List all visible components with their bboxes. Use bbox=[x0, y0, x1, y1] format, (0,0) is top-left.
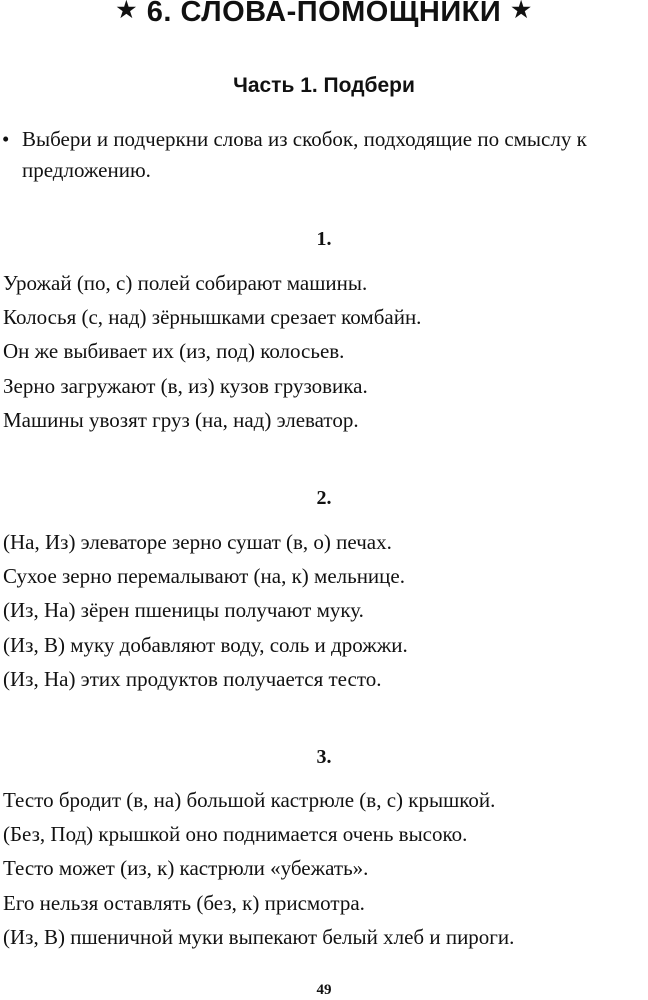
sentence-line: Урожай (по, с) полей собирают машины. bbox=[3, 271, 368, 295]
exercise-lines bbox=[3, 783, 643, 954]
sentence-line: Машины увозят груз (на, над) элеватор. bbox=[3, 407, 359, 432]
exercise-number: 3. bbox=[316, 746, 332, 768]
exercise-lines bbox=[3, 525, 643, 696]
instruction-text: Выбери и подчеркни слова из скобок, подходящие по смыслу к предложению. bbox=[22, 127, 587, 182]
sentence-line: (Без, Под) крышкой оно поднимается очень высоко. bbox=[3, 822, 468, 847]
chapter-header bbox=[0, 0, 648, 29]
instruction bbox=[2, 124, 642, 186]
star-icon: ★ bbox=[511, 0, 532, 22]
sentence-line: (Из, На) этих продуктов получается тесто. bbox=[3, 666, 382, 691]
part-title: Часть 1. Подбери bbox=[233, 74, 415, 97]
sentence-line: Зерно загружают (в, из) кузов грузовика. bbox=[3, 373, 368, 398]
sentence-line: Тесто может (из, к) кастрюли «убежать». bbox=[3, 856, 369, 881]
page-number: 49 bbox=[316, 982, 332, 998]
sentence-line: Его нельзя оставлять (без, к) присмотра. bbox=[3, 890, 365, 915]
sentence-line: (Из, В) пшеничной муки выпекают белый хлеб и пироги. bbox=[3, 924, 515, 949]
chapter-title: 6. СЛОВА-ПОМОЩНИКИ bbox=[146, 0, 502, 28]
bullet-icon: • bbox=[2, 127, 10, 151]
sentence-line: Сухое зерно перемалывают (на, к) мельнице. bbox=[3, 564, 405, 589]
sentence-line: Он же выбивает их (из, под) колосьев. bbox=[3, 339, 345, 364]
exercise-number: 1. bbox=[316, 228, 332, 250]
sentence-line: Тесто бродит (в, на) большой кастрюле (в, с) крышкой. bbox=[3, 788, 496, 812]
sentence-line: (Из, В) муку добавляют воду, соль и дрожжи. bbox=[3, 632, 408, 657]
sentence-line: Колосья (с, над) зёрнышками срезает комбайн. bbox=[3, 305, 422, 330]
star-icon: ★ bbox=[116, 0, 137, 22]
exercise-number: 2. bbox=[316, 487, 332, 509]
exercise-lines bbox=[3, 266, 643, 437]
sentence-line: (Из, На) зёрен пшеницы получают муку. bbox=[3, 598, 364, 623]
sentence-line: (На, Из) элеваторе зерно сушат (в, о) печах. bbox=[3, 530, 392, 554]
